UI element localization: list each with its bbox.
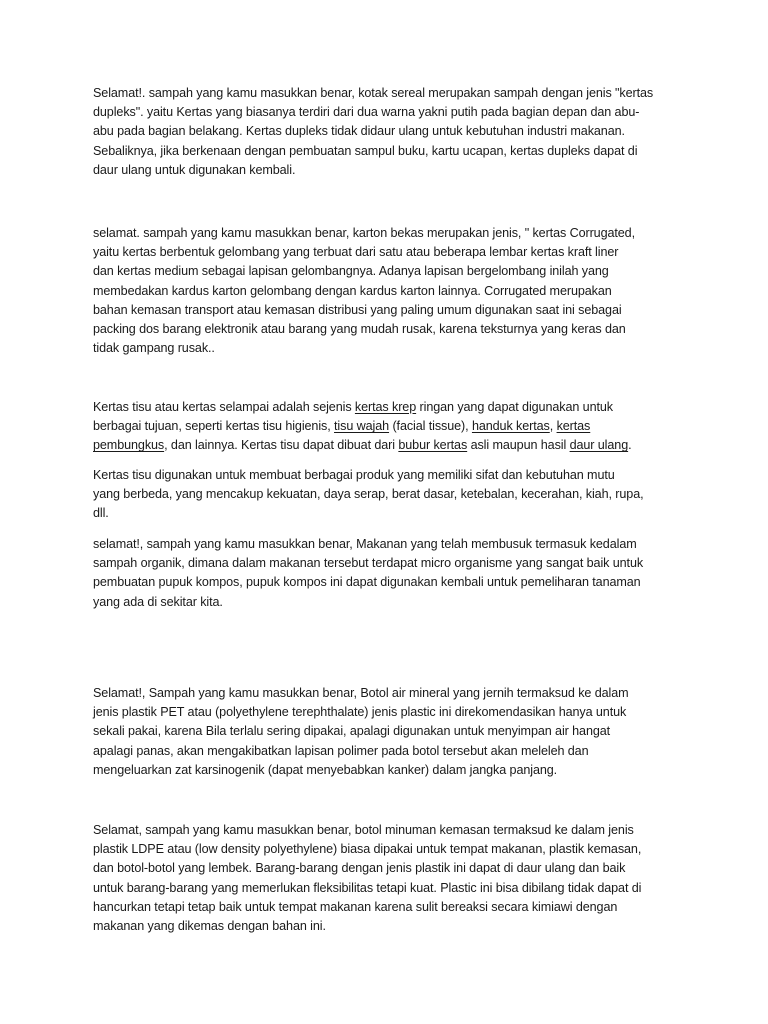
paragraph-sampah-organik (93, 535, 683, 612)
text-run: (facial tissue), (389, 419, 472, 434)
text-line: Selamat!, Sampah yang kamu masukkan benar, Botol air mineral yang jernih termaksud ke dalam (93, 686, 629, 700)
text-line: dll. (93, 506, 109, 521)
text-line: bahan kemasan transport atau kemasan distribusi yang paling umum digunakan saat ini sebagai (93, 302, 622, 317)
text-line: yang ada di sekitar kita. (93, 594, 223, 609)
link-kertas-pembungkus[interactable]: pembungkus (93, 438, 165, 453)
text-line: apalagi panas, akan mengakibatkan lapisan polimer pada botol tersebut akan meleleh dan (93, 743, 589, 758)
text-line (93, 398, 683, 417)
text-line: abu pada bagian belakang. Kertas dupleks tidak didaur ulang untuk kebutuhan industri makanan. (93, 124, 625, 139)
text-run: Kertas tisu atau kertas selampai adalah sejenis (93, 400, 355, 414)
text-line: mengeluarkan zat karsinogenik (dapat menyebabkan kanker) dalam jangka panjang. (93, 762, 558, 777)
paragraph-kertas-tisu (93, 398, 683, 456)
text-line: makanan yang dikemas dengan bahan ini. (93, 919, 326, 934)
text-run: berbagai tujuan, seperti kertas tisu higienis, (93, 419, 335, 434)
link-kertas-krep[interactable]: kertas krep (354, 400, 417, 414)
paragraph-kotak-sereal (93, 84, 683, 180)
text-line: yaitu kertas berbentuk gelombang yang terbuat dari satu atau beberapa lembar kertas kraft liner (93, 245, 619, 260)
text-run: asli maupun hasil (467, 438, 570, 453)
paragraph-karton-bekas (93, 224, 683, 358)
text-run: , dan lainnya. Kertas tisu dapat dibuat dari (164, 438, 399, 453)
text-line (93, 436, 683, 455)
text-line (93, 417, 683, 436)
paragraph-plastik-ldpe (93, 821, 683, 936)
text-line: yang berbeda, yang mencakup kekuatan, daya serap, berat dasar, ketebalan, kecerahan, kiah, rupa, (93, 487, 644, 502)
text-run: ringan yang dapat digunakan untuk (416, 400, 613, 414)
text-line: tidak gampang rusak.. (93, 341, 215, 356)
text-line: dan botol-botol yang lembek. Barang-barang dengan jenis plastik ini dapat di daur ulang dan baik (93, 861, 626, 876)
text-line: plastik LDPE atau (low density polyethylene) biasa dipakai untuk tempat makanan, plastik kemasan, (93, 842, 642, 857)
text-line: selamat. sampah yang kamu masukkan benar, karton bekas merupakan jenis, " kertas Corrugated, (93, 226, 635, 240)
text-line: selamat!, sampah yang kamu masukkan benar, Makanan yang telah membusuk termasuk kedalam (93, 537, 637, 551)
text-line: Selamat, sampah yang kamu masukkan benar, botol minuman kemasan termaksud ke dalam jenis (93, 823, 634, 837)
text-line: Sebaliknya, jika berkenaan dengan pembuatan sampul buku, kartu ucapan, kertas dupleks dapat di (93, 143, 638, 158)
text-line: Kertas tisu digunakan untuk membuat berbagai produk yang memiliki sifat dan kebutuhan mutu (93, 468, 615, 482)
text-line: untuk barang-barang yang memerlukan fleksibilitas tetapi kuat. Plastic ini bisa dibilang tidak dapat di (93, 880, 642, 895)
link-kertas-pembungkus[interactable]: kertas (556, 419, 591, 434)
link-daur-ulang[interactable]: daur ulang (569, 438, 629, 453)
paragraph-kegunaan-tisu (93, 466, 683, 524)
link-handuk-kertas[interactable]: handuk kertas (471, 419, 550, 434)
text-line: dan kertas medium sebagai lapisan gelombangnya. Adanya lapisan bergelombang inilah yang (93, 264, 609, 279)
text-line: hancurkan tetapi tetap baik untuk tempat makanan karena sulit bereaksi secara kimiawi dengan (93, 899, 618, 914)
link-bubur-kertas[interactable]: bubur kertas (398, 438, 468, 453)
text-line: sampah organik, dimana dalam makanan tersebut terdapat micro organisme yang sangat baik untuk (93, 556, 644, 571)
text-line: membedakan kardus karton gelombang dengan kardus karton lainnya. Corrugated merupakan (93, 283, 612, 298)
text-run: , (549, 419, 557, 434)
text-line: jenis plastik PET atau (polyethylene terephthalate) jenis plastic ini direkomendasikan hanya untuk (93, 705, 627, 720)
text-line: pembuatan pupuk kompos, pupuk kompos ini dapat digunakan kembali untuk pemeliharan tanaman (93, 575, 641, 590)
text-line: Selamat!. sampah yang kamu masukkan benar, kotak sereal merupakan sampah dengan jenis "kertas (93, 86, 654, 100)
text-line: packing dos barang elektronik atau barang yang mudah rusak, karena teksturnya yang keras dan (93, 322, 626, 337)
link-tisu-wajah[interactable]: tisu wajah (334, 419, 390, 434)
paragraph-plastik-pet (93, 684, 683, 780)
text-line: daur ulang untuk digunakan kembali. (93, 162, 296, 177)
text-run: . (628, 438, 632, 453)
text-line: dupleks". yaitu Kertas yang biasanya terdiri dari dua warna yakni putih pada bagian depan dan abu- (93, 105, 640, 120)
text-line: sekali pakai, karena Bila terlalu sering dipakai, apalagi digunakan untuk menyimpan air hangat (93, 724, 611, 739)
